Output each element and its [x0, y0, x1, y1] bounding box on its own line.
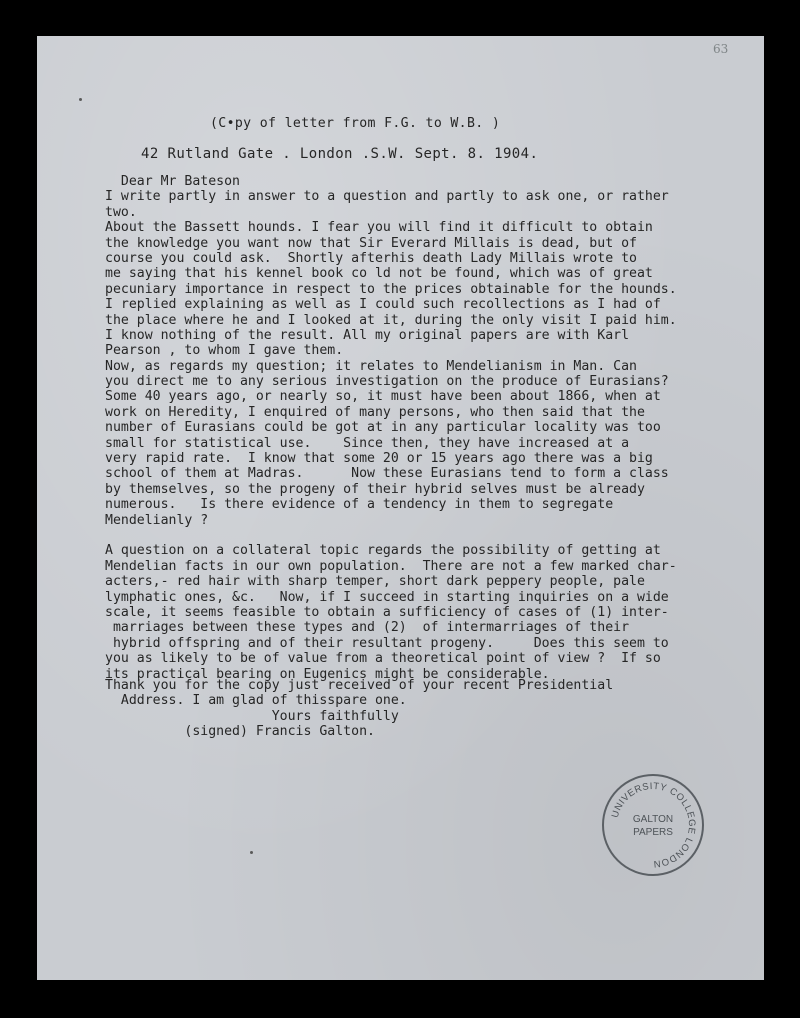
letter-line: the knowledge you want now that Sir Everard Millais is dead, but of: [105, 235, 637, 251]
letter-line: course you could ask. Shortly afterhis death Lady Millais wrote to: [105, 250, 637, 266]
letter-line: its practical bearing on Eugenics might be considerable.: [105, 666, 550, 682]
letter-heading: (C•py of letter from F.G. to W.B. ): [210, 116, 501, 131]
ink-dot: [250, 851, 253, 854]
archive-stamp: [597, 769, 709, 881]
letter-line: by themselves, so the progeny of their hybrid selves must be already: [105, 481, 645, 497]
letter-line: acters,- red hair with sharp temper, short dark peppery people, pale: [105, 574, 645, 590]
closing-line: Yours faithfully: [105, 708, 399, 724]
letter-line: small for statistical use. Since then, they have increased at a: [105, 435, 630, 451]
letter-line: scale, it seems feasible to obtain a sufficiency of cases of (1) inter-: [105, 604, 669, 620]
letter-line: you as likely to be of value from a theoretical point of view ? If so: [105, 651, 661, 667]
letter-page: [37, 36, 764, 980]
letter-closing: [105, 678, 613, 740]
letter-line: hybrid offspring and of their resultant progeny. Does this seem to: [105, 635, 669, 651]
letter-body: [105, 174, 677, 682]
closing-line: Thank you for the copy just received of your recent Presidential: [105, 678, 614, 693]
letter-line: school of them at Madras. Now these Eurasians tend to form a class: [105, 466, 669, 482]
letter-line: work on Heredity, I enquired of many persons, who then said that the: [105, 404, 645, 420]
letter-line: About the Bassett hounds. I fear you will find it difficult to obtain: [105, 220, 653, 236]
letter-line: Pearson , to whom I gave them.: [105, 343, 344, 359]
letter-line: me saying that his kennel book co ld not be found, which was of great: [105, 266, 653, 282]
sender-address-date: 42 Rutland Gate . London .S.W. Sept. 8. 1904.: [141, 146, 539, 162]
closing-line: Address. I am glad of thisspare one.: [105, 693, 407, 709]
letter-line: Mendelian facts in our own population. There are not a few marked char-: [105, 558, 677, 574]
letter-line: marriages between these types and (2) of intermarriages of their: [105, 620, 630, 636]
letter-line: pecuniary importance in respect to the prices obtainable for the hounds.: [105, 281, 677, 297]
ink-dot: [79, 98, 82, 101]
letter-line: two.: [105, 204, 137, 220]
letter-line: I write partly in answer to a question and partly to ask one, or rather: [105, 189, 669, 205]
letter-line: I replied explaining as well as I could such recollections as I had of: [105, 297, 661, 313]
letter-line: Now, as regards my question; it relates to Mendelianism in Man. Can: [105, 358, 637, 374]
letter-line: [105, 528, 677, 543]
stamp-line-galton: GALTON: [632, 814, 674, 825]
archive-folio-number: 63: [713, 42, 729, 56]
letter-line: very rapid rate. I know that some 20 or 15 years ago there was a big: [105, 451, 653, 467]
letter-line: number of Eurasians could be got at in any particular locality was too: [105, 420, 661, 436]
letter-line: Some 40 years ago, or nearly so, it must have been about 1866, when at: [105, 389, 661, 405]
stamp-ring-text: UNIVERSITY COLLEGE LONDON: [609, 780, 698, 870]
letter-line: the place where he and I looked at it, during the only visit I paid him.: [105, 312, 677, 328]
stamp-line-papers: PAPERS: [633, 827, 673, 838]
letter-line: lymphatic ones, &c. Now, if I succeed in starting inquiries on a wide: [105, 589, 669, 605]
letter-line: I know nothing of the result. All my original papers are with Karl: [105, 327, 630, 343]
letter-line: Dear Mr Bateson: [105, 174, 240, 189]
letter-line: A question on a collateral topic regards the possibility of getting at: [105, 543, 661, 559]
closing-line: (signed) Francis Galton.: [105, 724, 375, 740]
letter-line: numerous. Is there evidence of a tendency in them to segregate: [105, 497, 614, 513]
letter-line: Mendelianly ?: [105, 512, 209, 528]
letter-line: you direct me to any serious investigation on the produce of Eurasians?: [105, 374, 669, 390]
